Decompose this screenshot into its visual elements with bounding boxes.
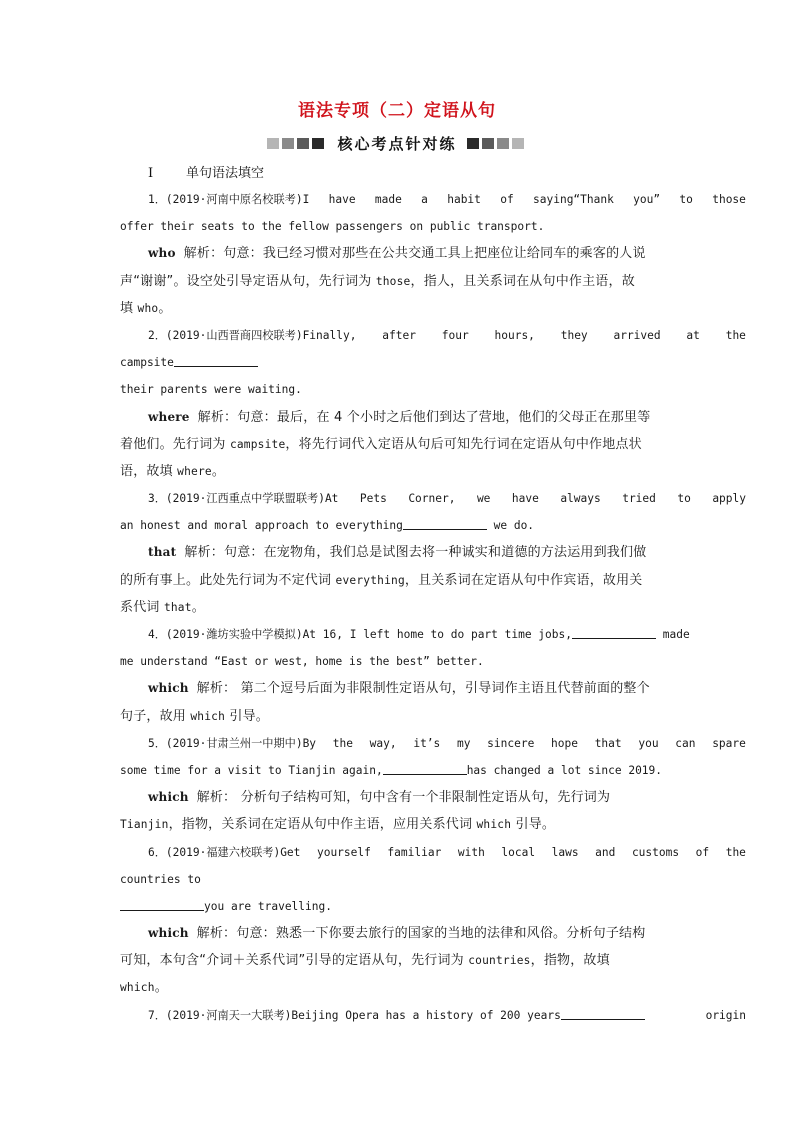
question-7-line-1: 7．(2019·河南天一大联考)Beijing Opera has a history of 200 years origin [148, 1008, 746, 1022]
decor-square [497, 138, 509, 149]
explanation-5-line-2: Tianjin，指物，关系词在定语从句中作主语，应用关系代词 which 引导。 [120, 817, 556, 833]
explanation-text: 解析：句意：熟悉一下你要去旅行的国家的当地的法律和风俗。分析句子结构 [196, 926, 646, 942]
answer-blank[interactable] [383, 762, 467, 775]
explanation-6-line-2: 可知，本句含“介词＋关系代词”引导的定语从句，先行词为 countries，指物，故填 [120, 953, 610, 969]
question-2-line-2: campsite [120, 349, 746, 376]
explanation-1-line-3: 填 who。 [120, 300, 172, 316]
decor-square [482, 138, 494, 149]
answer-word: that [148, 545, 177, 560]
explanation-text: 解析： 分析句子结构可知，句中含有一个非限制性定语从句，先行词为 [196, 790, 611, 806]
explanation-3-line-3: 系代词 that。 [120, 599, 205, 615]
section-label: 单句语法填空 [186, 166, 265, 181]
decor-square [467, 138, 479, 149]
question-6-line-2: countries to [120, 872, 201, 886]
answer-6 [120, 920, 746, 947]
answer-blank[interactable] [120, 898, 204, 911]
answer-blank[interactable] [561, 1007, 645, 1020]
question-2-line-1: 2．(2019·山西晋商四校联考)Finally, after four hours, they arrived at the [148, 328, 746, 342]
answer-word: who [148, 246, 176, 261]
answer-word: which [148, 926, 189, 941]
explanation-2-line-3: 语，故填 where。 [120, 463, 226, 479]
explanation-text: 解析：句意：最后，在 4 个小时之后他们到达了营地，他们的父母正在那里等 [197, 409, 651, 425]
question-1-line-1: 1．(2019·河南中原名校联考)I have made a habit of saying“Thank you” to those [148, 193, 746, 206]
question-6-line-3: you are travelling. [120, 893, 746, 920]
decor-square [297, 138, 309, 149]
question-6-line-1: 6．(2019·福建六校联考)Get yourself familiar with local laws and customs of the [148, 845, 746, 859]
answer-3 [120, 539, 746, 566]
explanation-text: 解析： 第二个逗号后面为非限制性定语从句，引导词作主语且代替前面的整个 [196, 681, 650, 697]
answer-word: where [148, 409, 190, 424]
page-title: 语法专项（二）定语从句 [298, 101, 496, 121]
explanation-text: 解析：句意：在宠物角，我们总是试图去将一种诚实和道德的方法运用到我们做 [184, 545, 647, 561]
question-3-line-1: 3．(2019·江西重点中学联盟联考)At Pets Corner, we have always tried to apply [148, 492, 746, 506]
explanation-3-line-2: 的所有事上。此处先行词为不定代词 everything，且关系词在定语从句中作宾语，故用关 [120, 572, 643, 588]
decor-square [312, 138, 324, 149]
explanation-4-line-2: 句子，故用 which 引导。 [120, 708, 269, 724]
question-list [120, 186, 746, 1029]
decor-square [267, 138, 279, 149]
decor-square [512, 138, 524, 149]
explanation-text: 解析：句意：我已经习惯对那些在公共交通工具上把座位让给同车的乘客的人说 [183, 246, 646, 262]
question-4-line-2: me understand “East or west, home is the best” better. [120, 655, 484, 669]
question-1-line-2: offer their seats to the fellow passengers on public transport. [120, 220, 545, 234]
answer-2 [120, 404, 746, 431]
banner-decoration-left [267, 134, 327, 153]
question-2-line-3: their parents were waiting. [120, 383, 302, 397]
explanation-2-line-2: 着他们。先行词为 campsite，将先行词代入定语从句后可知先行词在定语从句中作地点状 [120, 436, 642, 452]
banner-title: 核心考点针对练 [337, 135, 457, 153]
section-banner [0, 133, 794, 154]
answer-blank[interactable] [403, 517, 487, 530]
answer-word: which [148, 681, 189, 696]
question-3-line-2: an honest and moral approach to everything we do. [120, 519, 535, 533]
section-heading [148, 162, 264, 181]
answer-blank[interactable] [572, 626, 656, 639]
question-4-line-1: 4．(2019·潍坊实验中学模拟)At 16, I left home to do part time jobs, made [148, 628, 690, 641]
question-5-line-2: some time for a visit to Tianjin again, has changed a lot since 2019. [120, 763, 663, 777]
answer-5 [120, 784, 746, 811]
decor-square [282, 138, 294, 149]
explanation-1-line-2: 声“谢谢”。设空处引导定语从句，先行词为 those，指人，且关系词在从句中作主语，故 [120, 273, 635, 289]
answer-blank[interactable] [174, 354, 258, 367]
explanation-6-line-3: which。 [120, 980, 168, 996]
section-numeral: Ⅰ [148, 166, 154, 181]
answer-4 [120, 675, 746, 702]
answer-1 [120, 240, 746, 267]
question-5-line-1: 5．(2019·甘肃兰州一中期中)By the way, it’s my sincere hope that you can spare [148, 736, 746, 750]
banner-decoration-right [467, 134, 527, 153]
answer-word: which [148, 790, 189, 805]
